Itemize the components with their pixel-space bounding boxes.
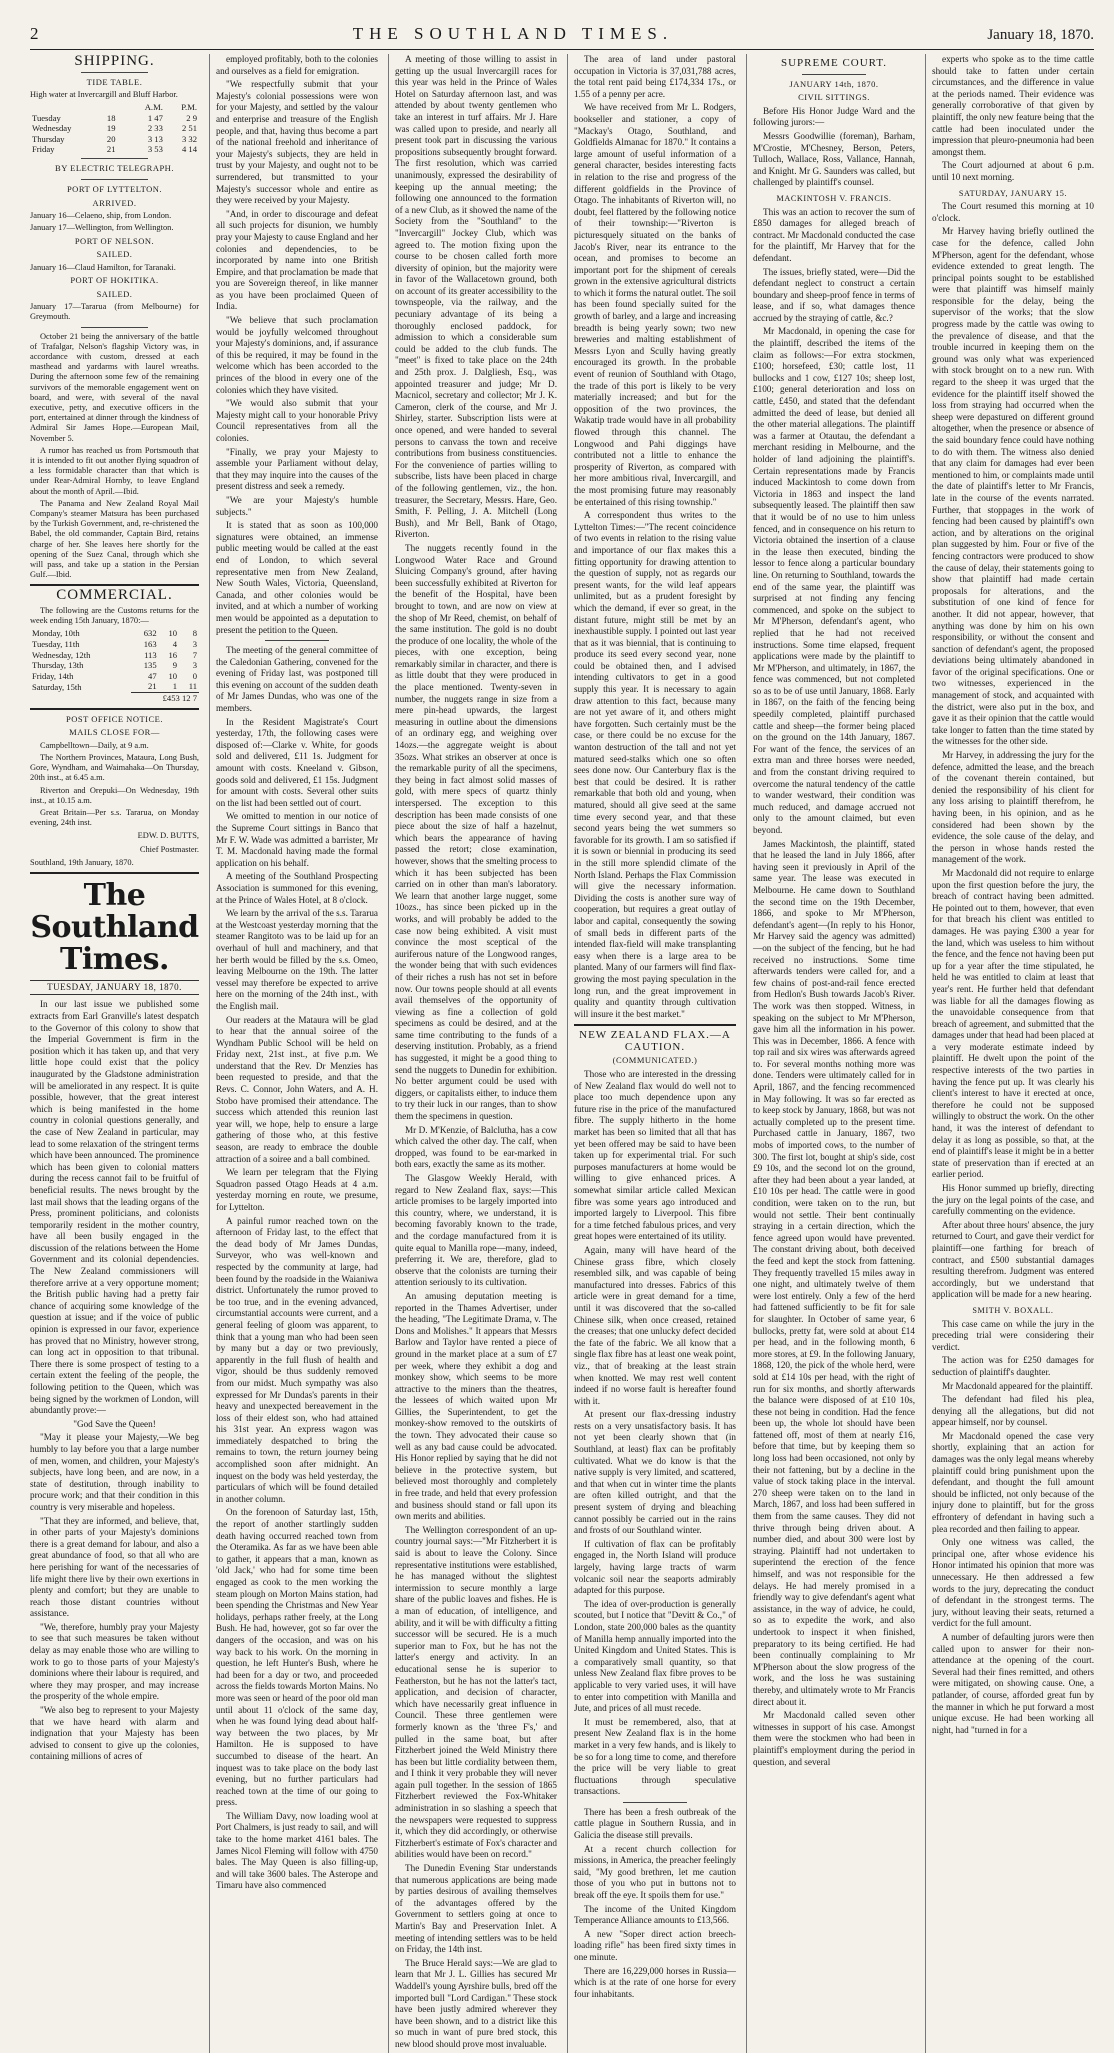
port-line: January 17—Wellington, from Wellington. (30, 223, 174, 233)
news-paragraph: The meeting of the general committee of the Caledonian Gathering, convened for the evening of Friday last, was postponed till this evening on account of the sudden death of Mr James Dundas, who was one of the members. (216, 645, 378, 714)
mail-line: Great Britain—Per s.s. Tararua, on Monday evening, 24th inst. (30, 808, 199, 828)
mail-line: Campbelltown—Daily, at 9 a.m. (40, 740, 149, 750)
news-paragraph: A meeting of those willing to assist in getting up the usual Invercargill races for this year was held in the Prince of Wales Hotel on Saturday afternoon last, and was attended by about twenty gentlemen who take an interest in turf affairs. Mr J. Hare was called upon to preside, and nearly all present took part in discussing the various propositions subsequently brought forward. The first resolution, which was carried unanimously, expressed the desirability of keeping up the annual meeting; the following one announced to the formation of a new Club, as it showed the name of the Society from the "Southland" to the "Invercargill" Jockey Club, which was agreed to. The motion fixing upon the course to be chosen called forth more diversity of opinion, but the majority were in favor of the Wallacetown ground, both on account of its greater accessibility to the townspeople, via the railway, and the pecuniary advantage of its being a thoroughly enclosed paddock, for admission to which a considerable sum could be added to the club funds. The "meet" is fixed to take place on the 24th and 25th prox. J. Dalgliesh, Esq., was appointed treasurer and judge; Mr D. Macnicol, secretary and collector; Mr J. K. Cameron, clerk of the course, and Mr J. Shirley, starter. Subscription lists were at once opened, and were handed to several persons to canvass the town and receive contributions from business constituencies. For the convenience of parties willing to subscribe, lists have been placed in charge of the following gentlemen, viz., the hon. treasurer, the Secretary, Messrs. Hare, Geo. Smith, F. Pelling, J. A. Mitchell (Long Bush), and Mr Bell, Bank of Otago, Riverton. (395, 54, 557, 540)
customs-day: Monday, 10th (32, 628, 80, 639)
petition-salutation: "God Save the Queen! (73, 1418, 156, 1429)
tide-pm-label: P.M. (181, 102, 197, 113)
tide-intro: High water at Invercargill and Bluff Harbor. (30, 90, 178, 100)
shipping-paragraph: A rumor has reached us from Portsmouth that it is intended to fit out another flying squadron of a less formidable character than that which is under Rear-Admiral Hornby, to leave England about the month of April.—Ibid. (30, 445, 199, 496)
news-paragraph: "We believe that such proclamation would be joyfully welcomed throughout your Majesty's dominions, and, if assurance of this be required, it may be found in the welcome which has been accorded to the princes of the blood in every one of the colonies which they have visited. (216, 315, 378, 395)
customs-row (30, 628, 199, 639)
column-6 (925, 54, 1094, 2053)
petition-paragraph: "May it please your Majesty,—We beg humbly to lay before you that a large number of men, women, and children, your Majesty's subjects, have long been, and are now, in a state of destitution, through inability to procure work; and that their condition in this country is very miserable and hopeless. (30, 1432, 199, 1512)
news-paragraph: The Dunedin Evening Star understands that numerous applications are being made by parties desirous of availing themselves of the advantages offered by the Government to settlers going at once to Martin's Bay and Preservation Inlet. A meeting of intending settlers was to be held on Friday, the 14th inst. (395, 1863, 557, 1955)
customs-day: Saturday, 15th (32, 681, 82, 692)
editorial-paragraph: In our last issue we published some extracts from Earl Granville's latest despatch to the Governor of this colony to show that the Imperial Government is firm in the position which it has taken up, and that very little hope could exist that the policy inaugurated by the Gladstone administration will be ameliorated in any respect. It is quite possible, however, that the great interest which is being manifested in the home country in colonial questions generally, and the case of New Zealand in particular, may lead to some relaxation of the stringent terms which have been announced. The prominence which has been given to colonial matters during the recess cannot fail to be fruitful of beneficial results. The news brought by the last mail shows that the leading organs of the Press, prominent politicians, and colonists temporarily resident in the mother country, have all been busily engaged in the discussion of the relations between the Home Government and its colonial dependencies. The New Zealand commissioners will therefore arrive at a very opportune moment; the British public having had a pretty fair chance of acquiring some knowledge of the question at issue; and if the voice of public opinion is expressed in our favor, experience has proved that no Ministry, however strong, can long act in opposition to that tribunal. There there is some prospect of testing to a certain extent the feeling of the people, the following petition to the Queen, which was being signed by the workmen of London, will abundantly prove:— (30, 999, 199, 1416)
news-paragraph: "We would also submit that your Majesty might call to your honorable Privy Council representatives from all the colonies. (216, 398, 378, 443)
paper-title: THE SOUTHLAND TIMES. (352, 24, 674, 43)
customs-total: £453 12 7 (131, 693, 199, 704)
news-paragraph: The William Davy, now loading wool at Port Chalmers, is just ready to sail, and will take to the home market 4161 bales. The James Nicol Fleming will follow with 4750 bales. The May Queen is also filling-up, and will take 3600 bales. The Asterope and Timaru have also commenced (216, 1810, 378, 1891)
customs-day: Tuesday, 11th (32, 639, 80, 650)
petition-paragraph: "We also beg to represent to your Majesty that we have heard with alarm and indignation that your Majesty has been advised to consent to give up the colonies, containing millions of acres of (30, 1705, 199, 1762)
tide-row (30, 113, 199, 123)
column-2 (209, 54, 378, 2053)
news-paragraph: Our readers at the Mataura will be glad to hear that the annual soiree of the Wyndham Public School will be held on Friday next, 21st inst., at five p.m. We understand that the Rev. Dr Menzies has been requested to preside, and that the Revs. C. Connor, John Waters, and A. H. Stobo have promised their attendance. The success which attended this reunion last year will, we hope, help to ensure a large gathering of those who, at this festive season, are ready to embrace the double attraction of a soiree and a ball combined. (216, 1014, 378, 1164)
shipping-paragraph: The Panama and New Zealand Royal Mail Company's steamer Matsura has been purchased by the Turkish Government, and, re-christened the Babel, the old commander, Captain Bird, retains charge of her. She leaves here shortly for the opening of the Suez Canal, through which she will pass, and take up a station in the Persian Gulf.—Ibid. (30, 498, 199, 580)
customs-row (30, 681, 199, 692)
court-paragraph: Before His Honor Judge Ward and the following jurors:— (753, 105, 915, 128)
customs-shillings: 1 (172, 681, 178, 692)
tide-am: 3 13 (147, 133, 163, 144)
tide-am-label: A.M. (144, 102, 163, 113)
section-rule (30, 584, 199, 586)
masthead (30, 24, 1094, 46)
news-paragraph: A painful rumor reached town on the afternoon of Friday last, to the effect that the dead body of Mr James Dundas, Surveyor, who was well-known and respected by the community at large, had been found by the roadside in the Waianiwa district. Unfortunately the rumor proved to be too true, and in the evening advanced, circumstantial accounts were current, and a general feeling of gloom was apparent, to think that a young man who had been seen by many but a day or two previously, apparently in the full flush of health and vigor, should be thus suddenly removed from our midst. Much sympathy was also expressed for Mr Dundas's parents in their heavy and unexpected bereavement in the loss of their eldest son, who had attained his 31st year. An express wagon was immediately despatched to bring the remains to town, the return journey being accomplished soon after midnight. An inquest on the body was held yesterday, the particulars of which will be found detailed in another column. (216, 1215, 378, 1504)
tide-am: 2 33 (147, 123, 163, 134)
court-paragraph: Mr Macdonald called seven other witnesses in support of his case. Amongst them were the stockmen who had been in plaintiff's employment during the period in question, and several (753, 1710, 915, 1767)
customs-pence: 7 (192, 649, 197, 660)
court-paragraph: Mr Harvey having briefly outlined the case for the defence, called John M'Pherson, agent for the defendant, whose evidence extended to great length. The principal points sought to be established were that plaintiff was himself mainly responsible for the delay, being the supervisor of the works; that the slow progress made by the cattle was owing to the prevalence of disease, and that the trouble incurred in keeping them on the ground was only what was experienced with stock brought on to a new run. With regard to the sheep it was urged that the evidence for the plaintiff itself showed the loss from straying had occurred when the sheep were depastured on different ground altogether, when the presence or absence of the said boundary fence could have nothing to do with them. The witness also denied that any claim for damages had ever been mentioned to him, or complaints made until the date of plaintiff's letter to Mr Francis, late in the course of the events narrated. Further, that stoppages in the work of fencing had been caused by plaintiff's own action, and by alterations on the original plan suggested by him. Four or five of the fencing contractors were produced to show the cause of delay, their statements going to show that plaintiff had made certain proposals for alterations, and the substitution of one kind of fence for another. It did not appear, however, that anything was done by him on his own responsibility, or without the consent and sanction of defendant's agent, the proposed deviations being ultimately abandoned in favor of the original specifications. One or two witnesses, experienced in the management of stock, and acquainted with the district, were also put in the box, and gave it as their opinion that the cattle would take longer to fatten than the time stated by the witnesses for the other side. (932, 226, 1094, 747)
tide-day: Tuesday (32, 112, 61, 123)
tide-day: Friday (32, 144, 55, 155)
tide-table (30, 102, 199, 154)
column-5 (746, 54, 915, 2053)
flax-heading: NEW ZEALAND FLAX.—A CAUTION. (579, 1029, 731, 1053)
divider (265, 640, 330, 641)
court-paragraph: Only one witness was called, the principal one, after whose evidence his Honor intimated his opinion that more was unnecessary. He then addressed a few words to the jury, deprecating the conduct of defendant in the strongest terms. The jury, without leaving their seats, returned a verdict for the full amount. (932, 1537, 1094, 1629)
post-office-heading: POST OFFICE NOTICE. (66, 713, 163, 724)
flax-paragraph: If cultivation of flax can be profitably engaged in, the North Island will produce largely, having large tracts of warm volcanic soil near the seaports admirably adapted for this purpose. (574, 1538, 736, 1596)
news-paragraph: We omitted to mention in our notice of the Supreme Court sittings in Banco that Mr F. W. Wade was admitted a barrister, Mr T. M. Macdonald having made the formal application on his behalf. (216, 811, 378, 868)
customs-pence: 11 (188, 681, 197, 692)
court-paragraph: Mr Macdonald, in opening the case for the plaintiff, described the items of the claim as follows:—For extra stockmen, £100; horsefeed, £30; cattle lost, 11 bullocks and 1 cow, £127 10s; sheep lost, £100; general deterioration and loss on cattle, £450, and stated that the defendant admitted the deed of lease, but denied all the other material allegations. The plaintiff was a farmer at Otautau, the defendant a merchant residing in Melbourne, and the holder of land adjoining the plaintiff's. Certain representations made by Francis induced Mackintosh to come down from Victoria in 1863 and inspect the land subsequently leased. The plaintiff then saw that it would be of no use to him unless fenced, and in consequence on his return to Victoria obtained the insertion of a clause in the lease then executed, binding the lessor to fence along a particular boundary line. On returning to Southland, towards the end of the same year, the plaintiff was surprised at not finding any fencing commenced, and spoke on the subject to Mr M'Pherson, defendant's agent, who replied that he had not received instructions. Some time elapsed, frequent applications were made by the plaintiff to Mr M'Pherson, and ultimately, in 1867, the fence was commenced, but not completed so as to be of use until January, 1868. Early in 1867, on the faith of the fencing being speedily completed, plaintiff purchased cattle and sheep—the former being placed on the ground on the 14th January, 1867. For want of the fence, the services of an extra man and three horses were needed, and from the constant driving required to overcome the natural tendency of the cattle to wander westward, their condition was much reduced, and damage accrued not only to the amount claimed, but even beyond. (753, 326, 915, 835)
customs-row (30, 660, 199, 671)
port-line: January 16—Claud Hamilton, for Taranaki. (30, 262, 176, 272)
customs-pence: 3 (192, 660, 197, 671)
case-title: SMITH V. BOXALL. (972, 1305, 1054, 1315)
news-paragraph: We learn per telegram that the Flying Squadron passed Otago Heads at 4 a.m. yesterday morning en route, we presume, for Lyttelton. (216, 1167, 378, 1212)
customs-day: Wednesday, 12th (32, 649, 91, 660)
customs-day: Friday, 14th (32, 670, 74, 681)
postmaster-title: Chief Postmaster. (139, 845, 199, 855)
tide-pm: 2 51 (181, 123, 197, 134)
column-4 (567, 54, 736, 2053)
tide-am: 3 53 (147, 144, 163, 155)
tide-date: 19 (106, 123, 116, 134)
customs-pence: 3 (192, 639, 197, 650)
customs-pounds: 21 (148, 681, 157, 692)
case-title: MACKINTOSH V. FRANCIS. (776, 193, 892, 203)
tide-day: Thursday (32, 133, 65, 144)
court-paragraph: Mr Macdonald appeared for the plaintiff. (942, 1380, 1093, 1391)
court-paragraph: experts who spoke as to the time cattle should take to fatten under certain circumstances, and the difference in value at the periods named. Their evidence was generally corroborative of that given by plaintiff, the only new feature being that the cattle had been inoculated under the impression that pleuro-pneumonia had been amongst them. (932, 54, 1094, 157)
masthead-date: January 18, 1870. (987, 27, 1094, 43)
nameplate: The Southland Times. (30, 877, 199, 977)
port-kind: ARRIVED. (92, 197, 137, 208)
news-paragraph: "We are your Majesty's humble subjects." (216, 494, 378, 517)
flax-paragraph: Those who are interested in the dressing of New Zealand flax would do well not to place too much dependence upon any future rise in the price of the manufactured fibre. The supply hitherto in the home market has been so limited that all that has yet been offered may be said to have been taken up for experimental trial. For such purposes manufacturers at home would be willing to give enhanced prices. A somewhat similar article called Mexican fibre was some years ago introduced and imported largely to Liverpool. This fibre for a time fetched fabulous prices, and very great hopes were entertained of its utility. (574, 1069, 736, 1242)
tide-date: 18 (106, 112, 116, 123)
tide-date: 20 (106, 133, 116, 144)
divider (81, 327, 149, 328)
shipping-heading: SHIPPING. (74, 53, 155, 69)
news-paragraph: The Wellington correspondent of an up-country journal says:—"Mr Fitzherbert it is said is about to leave the Colony. Since representative institutions were established, he has managed without the slightest intermission to secure monthly a large share of the public loaves and fishes. He is a man of education, of intelligence, and ability, and it will be with difficulty a fitting successor will be secured. He is a much superior man to Fox, but he has not the latter's energy and activity. In an educational sense he is superior to Featherston, but he has not the latter's tact, application, and decision of character, which have necessarily great influence in Council. These three gentlemen were formerly known as the 'three F's,' and pulled in the same boat, but after Fitzherbert joined the Weld Ministry there has been but little cordiality between them, and I think it very probable they will never again pull together. In the session of 1865 Fitzherbert reviewed the Fox-Whitaker administration in so slashing a speech that the newspapers were requested to suppress it, which they did accordingly, or otherwise Fitzherbert's estimate of Fox's character and abilities would have been on record." (395, 1524, 557, 1860)
news-paragraph: A new "Soper direct action breech-loading rifle" has been fired sixty times in one minute. (574, 1928, 736, 1962)
news-paragraph: On the forenoon of Saturday last, 15th, the report of another startlingly sudden death having occurred reached town from the Oteramika. As far as we have been able to gather, it appears that a man, known as 'old Jack,' who had for some time been engaged as cook to the men working the steam plough on Morton Mains station, had been spending the Christmas and New Year holidays, perhaps rather freely, at the Long Bush. He had, however, got so far over the dangers of the occasion, and was on his way back to his work. On the morning in question, he left Hunter's Bush, where he had been for a day or two, and proceeded across the fields towards Morton Mains. No more was seen or heard of the poor old man until about 11 o'clock of the same day, when he was found lying dead about half-way between the two places, by Mr Hamilton. He is supposed to have succumbed to disease of the heart. An inquest was to take place on the body last evening, but no further particulars had reached town at the time of our going to press. (216, 1507, 378, 1808)
commercial-heading: COMMERCIAL. (56, 587, 173, 604)
flax-paragraph: It must be remembered, also, that at present New Zealand flax is in the home market in a very few hands, and is likely to be so for a long time to come, and therefore the price will be very liable to great fluctuations through speculative transactions. (574, 1716, 736, 1797)
flax-sub: (COMMUNICATED.) (612, 1055, 698, 1066)
petition-paragraph: "We, therefore, humbly pray your Majesty to see that such measures be taken without delay as may enable those who are willing to work to go to those parts of your Majesty's dominions where their labour is required, and where they may prosper, and may increase the prosperity of the whole empire. (30, 1621, 199, 1702)
court-heading: SUPREME COURT. (780, 57, 888, 69)
editorial-dateline: TUESDAY, JANUARY 18, 1870. (30, 980, 199, 996)
saturday-heading: SATURDAY, JANUARY 15. (958, 188, 1068, 198)
news-paragraph: The Bruce Herald says:—We are glad to learn that Mr J. L. Gillies has secured Mr Waddell's young Ayrshire bulls, bred off the imported bull "Lord Cardigan." These stock have been justly admired wherever they have been shown, and to a district like this so much in want of pure bred stock, this new blood should prove most invaluable. (395, 1957, 557, 2049)
section-rule (574, 1024, 736, 1026)
tide-row (30, 123, 199, 133)
court-paragraph: The Court resumed this morning at 10 o'clock. (932, 201, 1094, 223)
court-paragraph: Mr Macdonald opened the case very shortly, explaining that an action for damages was the only legal means whereby plaintiff could bring punishment upon the defendant, and thought the full amount should be inflicted, not only because of the injury done to plaintiff, but for the gross effrontery of defendant in having such a plea recorded and then failing to appear. (932, 1430, 1094, 1534)
section-rule (30, 708, 199, 710)
news-paragraph: employed profitably, both to the colonies and ourselves as a field for emigration. (216, 54, 378, 76)
port-name: PORT OF NELSON. (74, 235, 155, 246)
customs-pounds: 163 (143, 639, 157, 650)
tide-heading: TIDE TABLE. (86, 76, 143, 87)
petition-paragraph: "That they are informed, and believe, that, in other parts of your Majesty's dominions there is a great demand for labour, and also a great abundance of food, so that all who are here perishing for want of the necessaries of life might there live by their own exertions in plenty and comfort; but they are unable to reach those distant countries without assistance. (30, 1515, 199, 1619)
court-paragraph: Mr Macdonald did not require to enlarge upon the first question before the jury, the breach of contract having been admitted. He pointed out to them, however, that even for that breach his client was entitled to damages. He was paying £300 a year for the land, which was useless to him without the fence, and the fence not having been put up for a year after the time stipulated, he held he was entitled to claim at least that year's rent. He further held that defendant was liable for all the damages flowing as the unavoidable consequence from that breach of agreement, and submitted that the damages under that head had been placed at a very moderate estimate indeed by plaintiff. He dwelt upon the point of the respective interests of the two parties in having the fence put up. It was clearly his client's interest to have it erected at once, therefore he could not be supposed willingly to obstruct the work. On the other hand, it was the interest of defendant to delay it as long as possible, so that, at the end of plaintiff's lease it might be in a better state of preservation than if erected at an earlier period. (932, 867, 1094, 1180)
port-kind: SAILED. (96, 249, 133, 260)
post-office-sub: MAILS CLOSE FOR— (69, 727, 160, 738)
port-line: January 17—Tararua (from Melbourne) for Greymouth. (30, 302, 199, 322)
customs-pence: 0 (192, 670, 197, 681)
court-paragraph: A number of defaulting jurors were then called upon to answer for their non-attendance at the opening of the court. Several had their fines remitted, and others were mitigated, on showing cause. One, a patlander, of course, afforded great fun by the manner in which he put forward a most unique excuse. He had been working all night, had "turned in for a (932, 1631, 1094, 1735)
news-paragraph: The Glasgow Weekly Herald, with regard to New Zealand flax, says:—This article promises to be largely imported into this country, where, we understand, it is becoming favorably known to the trade, and the cordage manufactured from it is quite equal to Manilla rope—many, indeed, preferring it. We are, therefore, glad to observe that the colonists are turning their attention seriously to its cultivation. (395, 1173, 557, 1288)
news-paragraph: At a recent church collection for missions, in America, the preacher feelingly said, "My good brethren, let me caution those of you who put in buttons not to break off the eye. It spoils them for use." (574, 1843, 737, 1901)
customs-pence: 8 (192, 628, 197, 639)
news-paragraph: There are 16,229,000 horses in Russia—which is at the rate of one horse for every four inhabitants. (574, 1965, 736, 1999)
port-line: January 16—Celaeno, ship, from London. (30, 211, 172, 221)
port-name: PORT OF LYTTELTON. (66, 184, 163, 195)
news-paragraph: An amusing deputation meeting is reported in the Thames Advertiser, under the heading, "The Legitimate Drama, v. The Dons and Molishes." It appears that Messrs Barlow and Taylor have rented a piece of ground in the market place at a sum of £7 per week, where they exhibit a dog and monkey show, which seems to be more attractive to the miners than the theatres, the lessees of which waited upon Mr Gillies, the Superintendent, to get the monkey-show removed to the outskirts of the town. They advocated their cause so well as any bad cause could be advocated. His Honor replied by saying that he did not believe in the protective system, but believed most thoroughly and completely in free trade, and held that every profession and business should stand or fall upon its own merits and abilities. (395, 1290, 557, 1522)
news-paragraph: "Finally, we pray your Majesty to assemble your Parliament without delay, that they may inquire into the causes of the present distress and seek a remedy. (216, 446, 378, 492)
divider (81, 179, 149, 180)
court-paragraph: The action was for £250 damages for seduction of plaintiff's daughter. (932, 1355, 1094, 1377)
customs-day: Thursday, 13th (32, 660, 84, 671)
divider (81, 72, 149, 73)
tide-header-row (30, 102, 199, 112)
court-paragraph: This case came on while the jury in the preceding trial were considering their verdict. (932, 1318, 1094, 1352)
court-paragraph: Mr Harvey, in addressing the jury for the defence, admitted the lease, and the breach of the covenant therein contained, but denied the responsibility of his client for any loss arising to plaintiff therefrom, he having been, in his opinion, and as he considered had been shown by the evidence, the sole cause of the delay, and the person in whose hands rested the management of the work. (932, 750, 1094, 865)
tide-row (30, 144, 199, 154)
customs-pounds: 632 (143, 628, 157, 639)
court-paragraph: The defendant had filed his plea, denying all the allegations, but did not appear himself, nor by counsel. (932, 1394, 1094, 1428)
news-paragraph: The nuggets recently found in the Longwood Water Race and Ground Sluicing Company's ground, after having been successfully exhibited at Riverton for the benefit of the Hospital, have been brought to town, and are now on view at the shop of Mr Reed, chemist, on behalf of the same institution. The gold is no doubt the produce of one locality, the whole of the pieces, with one exception, being remarkably similar in character, and there is as little doubt that they were produced in the place mentioned. Twenty-seven in number, the nuggets range in size from a mere pin-head upwards, the largest measuring in outline about the dimensions of an ordinary egg, and weighing over 14ozs.—the aggregate weight is about 35ozs. What strikes an observer at once is the remarkable purity of all the specimens, they being in fact almost solid masses of gold, with mere specs of quartz thinly interspersed. The exception to this description has been made consists of one piece about the size of half a hazelnut, which bears the appearance of having passed the retort; close examination, however, shows that the smelting process to which it has been subjected has been carried on in other than man's laboratory. We learn that another large nugget, some 10ozs., has since been picked up in the works, and will probably be added to the case now being exhibited. A visit must convince the most sceptical of the auriferous nature of the Longwood ranges, the wonder being that with such evidences of their riches a rush has not set in before now. Our towns people should at all events avail themselves of the opportunity of viewing as fine a collection of gold specimens as could be desired, and at the same time contributing to the funds of a deserving institution. Probably, as a friend has suggested, it might be a good thing to send the nuggets to Dunedin for exhibition. No better argument could be used with diggers, or capitalists either, to induce them to try their luck in our ranges, than to show them the specimens in question. (395, 542, 557, 1122)
flax-paragraph: At present our flax-dressing industry rests on a very unsatisfactory basis. It has not yet been clearly shown that (in Southland, at least) flax can be profitably cultivated. What we do know is that the native supply is very limited, and scattered, and that when cut in winter time the plants are often killed outright, and that the present system of drying and bleaching cannot possibly be carried out in the rains and frosts of our Southland winter. (574, 1409, 736, 1536)
telegraph-heading: BY ELECTRIC TELEGRAPH. (55, 163, 174, 174)
post-office-date: Southland, 19th January, 1870. (30, 857, 134, 867)
port-kind: SAILED. (96, 288, 133, 299)
customs-pounds: 47 (148, 670, 157, 681)
customs-shillings: 10 (168, 670, 178, 681)
customs-pounds: 135 (143, 660, 157, 671)
flax-paragraph: The idea of over-production is generally scouted, but I notice that "Devitt & Co.," of London, state 200,000 bales as the quantity of Manilla hemp annually imported into the United Kingdom and United States. This is a comparatively small quantity, so that unless New Zealand flax fibre proves to be applicable to very varied uses, it will have to enter into competition with Manilla and Jute, and prices of all must recede. (574, 1598, 736, 1714)
tide-pm: 3 32 (181, 133, 197, 144)
court-paragraph: James Mackintosh, the plaintiff, stated that he leased the land in July 1866, after having seen it previously in April of the same year. The lease was executed in Melbourne. He came down to Southland the second time on the 19th December, 1866, and spoke to Mr M'Pherson, defendant's agent—(In reply to his Honor, Mr Harvey said the agency was admitted)—on the subject of the fencing, but he had received no instructions. Some time afterwards tenders were called for, and a few chains of post-and-rail fence erected from Hedlon's Bush towards Jacob's River. The work was then stopped. Witness, in speaking on the subject to Mr M'Pherson, gave him all the information in his power. This was in December, 1866. A fence with top rail and six wires was afterwards agreed to. For several months nothing more was done. Tenders were ultimately called for in April, 1867, and the fencing recommenced in May following. It was so far erected as to keep stock by January, 1868, but was not actually completed up to the present time. Purchased cattle in January, 1867, two mobs of imported cows, to the number of 300. The first lot, bought at ship's side, cost £9 10s, and the second lot on the ground, after they had been about a year landed, at £10 10s per head. The cattle were in good condition, were taken on to the run, but would not settle. Their bent continually straying in a certain direction, which the fence agreed upon would have prevented. The constant driving about, both deceived the feed and kept the stock from fattening. They frequently travelled 15 miles away in one night, and ultimately twelve of them were lost entirely. Only a few of the herd had fattened sufficiently to be fit for sale for slaughter. In October of same year, 6 bullocks, pretty fat, were sold at about £14 per head, and in the following month, 6 more stores, at £9. In the following January, 1868, 120, the pick of the whole herd, were sold at £14 10s per head, with the right of run for six months, and shortly afterwards the balance were disposed of at £10 10s, these not being in condition. Had the fence been up, the whole lot should have been fattened off, most of them at nearly £16, before that time, but by keeping them so long loss had been occasioned, not only by their not fattening, but by a decline in the value of stock taking place in the interval. 270 sheep were taken on to the land in March, 1867, and loss had been suffered in them from the same causes. They did not thrive through being driven about. A number died, and about 300 were lost by straying. Plaintiff had not undertaken to superintend the erection of the fence himself, and was not responsible for the delays. He had merely promised in a friendly way to give defendant's agent what assistance, in the way of advice, he could, so as to expedite the work, and also undertook to inspect it when finished, preparatory to its being certified. He had been continually complaining to Mr M'Pherson about the slow progress of the work, and the loss he was sustaining thereby, and ultimately wrote to Mr Francis direct about it. (753, 838, 915, 1707)
port-name: PORT OF HOKITIKA. (70, 275, 159, 285)
tide-row (30, 134, 199, 144)
customs-pounds: 113 (144, 649, 157, 660)
tide-pm: 2 9 (186, 112, 197, 123)
customs-shillings: 16 (168, 649, 178, 660)
news-paragraph: There has been a fresh outbreak of the cattle plague in Southern Russia, and in Galicia the disease still prevails. (574, 1806, 736, 1841)
customs-row (30, 671, 199, 682)
news-paragraph: The income of the United Kingdom Temperance Alliance amounts to £13,566. (574, 1903, 736, 1926)
column-1 (30, 54, 199, 2053)
masthead-rule (30, 49, 1094, 50)
mail-line: The Northern Provinces, Mataura, Long Bush, Gore, Wyndham, and Waimahaka—On Thursday, 20th inst., at 6.45 a.m. (30, 753, 199, 783)
section-rule (30, 872, 199, 874)
court-paragraph: His Honor summed up briefly, directing the jury on the legal points of the case, and carefully commenting on the evidence. (932, 1183, 1094, 1217)
court-paragraph: The issues, briefly stated, were—Did the defendant neglect to construct a certain boundary and sheep-proof fence in terms of lease, and if so, what damages thence accrued by the straying of cattle, &c.? (753, 266, 915, 323)
court-paragraph: This was an action to recover the sum of £850 damages for alleged breach of contract. Mr Macdonald conducted the case for the plaintiff, Mr Harvey that for the defendant. (753, 206, 915, 263)
news-paragraph: A meeting of the Southland Prospecting Association is summoned for this evening, at the Prince of Wales Hotel, at 8 o'clock. (216, 871, 378, 905)
customs-table (30, 628, 199, 703)
news-paragraph: The area of land under pastoral occupation in Victoria is 37,031,788 acres, the total rent paid being £174,334 17s., or 1.55 of a penny per acre. (574, 54, 736, 99)
news-paragraph: In the Resident Magistrate's Court yesterday, 17th, the following cases were disposed of:—Clarke v. White, for goods sold and delivered, £11 1s. Judgment for amount with costs. Kneeland v. Gibson, goods sold and delivered, £1 15s. Judgment for amount with costs. Several other suits on the list had been settled out of court. (216, 716, 378, 808)
column-3 (388, 54, 557, 2053)
postmaster-signature: EDW. D. BUTTS, (137, 831, 199, 841)
court-paragraph: After about three hours' absence, the jury returned to Court, and gave their verdict for plaintiff—one farthing for breach of contract, and £500 substantial damages resulting therefrom. Judgment was entered accordingly, but we understand that application will be made for a new hearing. (932, 1219, 1094, 1300)
divider (81, 158, 149, 159)
news-paragraph: "And, in order to discourage and defeat all such projects for disunion, we humbly pray your Majesty to cause England and her colonies and dependencies, to be incorporated by name into one British Empire, and that proclamation be made that you are Sovereign thereof, in like manner as you have been proclaimed Queen of India. (216, 208, 379, 312)
news-paragraph: We learn by the arrival of the s.s. Tararua at the Westcoast yesterday morning that the steamer Rangitoto was to be laid up for an overhaul of hull and machinery, and that her berth would be filled by the s.s. Omeo, leaving Melbourne on the 19th. The latter vessel may therefore be expected to arrive here on the morning of the 24th inst., with the English mail. (216, 908, 378, 1011)
court-date: JANUARY 14th, 1870. (789, 78, 879, 89)
shipping-paragraph: October 21 being the anniversary of the battle of Trafalgar, Nelson's flagship Victory was, in accordance with custom, dressed at each masthead and yardarms with laurel wreaths. During the afternoon some few of the remaining survivors of the memorable engagement went on board, and were, with several of the naval executive, petty, and executive officers in the port, entertained at dinner through the kindness of Admiral Sir James Hope.—European Mail, November 5. (30, 331, 199, 443)
tide-day: Wednesday (32, 123, 72, 134)
customs-shillings: 9 (172, 660, 178, 671)
divider (802, 74, 867, 75)
tide-date: 21 (106, 144, 116, 155)
commercial-intro: The following are the Customs returns for the week ending 15th January, 1870:— (30, 606, 199, 626)
tide-pm: 4 14 (181, 144, 197, 155)
customs-shillings: 4 (172, 639, 178, 650)
flax-paragraph: Again, many will have heard of the Chinese grass fibre, which closely resembled silk, and was capable of being manufactured into dresses. Fabrics of this article were in great demand for a time, until it was discovered that the so-called Chinese silk, when once creased, retained the creases; that one unlucky defect decided the fate of the fabric. We all know that a single flax fibre has at least one weak point, viz., that of breaking at the least strain when knotted. We may rest well content indeed if no worse fault is hereafter found with it. (574, 1244, 736, 1406)
page-number: 2 (30, 24, 39, 43)
news-paragraph: "We respectfully submit that your Majesty's colonial possessions were won for your Majesty, and settled by the valour and enterprise and treasure of the English people, and that, having thus become a part of the national freehold and inheritance of your Majesty's subjects, they are held in trust by your Majesty, and ought not to be surrendered, but transmitted to your Majesty's successor whole and entire as they were received by your Majesty. (216, 79, 378, 206)
tide-am: 1 47 (147, 112, 163, 123)
columns (30, 53, 1094, 2049)
customs-shillings: 10 (168, 628, 178, 639)
news-paragraph: It is stated that as soon as 100,000 signatures were obtained, an immense public meeting would be called at the east end of London, to which several representative men from New Zealand, New South Wales, Victoria, Queensland, Canada, and other colonies would be invited, and at which a number of working men would be appointed as a deputation to present the petition to the Queen. (216, 520, 378, 635)
divider (623, 1802, 688, 1803)
customs-total-row (30, 693, 199, 704)
news-paragraph: A correspondent thus writes to the Lyttelton Times:—"The recent coincidence of two events in relation to the rising value and importance of our flax makes this a fitting opportunity for drawing attention to the question of supply, not as regards our present wants, for the wild leaf appears unlimited, but as a prudent foresight by which the demand, if ever so great, in the distant future, might still be met by an inexhaustible supply. I pointed out last year that as it was biennial, that is continuing to produce its seed every second year, none could be obtained then, and I advised intending cultivators to get in a good supply this year. It is necessary to again draw attention to this fact, because many are not yet aware of it, and others might have forgotten. Such certainly must be the case, or there could be no excuse for the wanton destruction of the tall and not yet matured seed-stalks which one so often sees done now. Our Canterbury flax is the best that could be desired. It is rather remarkable that both old and young, when matured, should all give seed at the same time every second year, and that these second years being the wet summers so favorable for its growth. I am so satisfied if it is sown or biennial in producing its seed in the still more splendid climate of the North Island. Perhaps the Flax Commission will give the necessary information. Dividing the costs is another sure way of cooperation, but requires a great outlay of labor and capital, consequently the sowing of small beds in different parts of the intended flax-field will make transplanting easy when there is a large area to be planted. Many of our farmers will find flax-growing the most paying speculation in the long run, and the great improvement in quality and quantity through cultivation will insure it the best market." (574, 510, 736, 1019)
court-paragraph: The Court adjourned at about 6 p.m. until 10 next morning. (932, 160, 1094, 182)
customs-row (30, 639, 199, 650)
mail-line: Riverton and Orepuki—On Wednesday, 19th inst., at 10.15 a.m. (30, 785, 199, 805)
news-paragraph: We have received from Mr L. Rodgers, bookseller and stationer, a copy of "Mackay's Otago, Southland, and Goldfields Almanac for 1870." It contains a large amount of useful information of a general character, besides interesting facts in relation to the rise and progress of the different goldfields in the Province of Otago. The inhabitants of Riverton will, no doubt, feel flattered by the following notice of their township:—"Riverton is picturesquely situated on the banks of Jacob's River, near its entrance to the ocean, and promises to become an important port for the shipment of cereals grown in the extensive agricultural districts to which it forms the natural outlet. The soil has been found specially suited for the growth of barley, and a large and increasing breadth is being yearly sown; two new breweries and malting establishment of Messrs Lyon and Scully having greatly encouraged its growth. In the probable event of reunion of Southland with Otago, the trade of this port is likely to be very materially increased; and but for the opposition of the two provinces, the Wakatip trade would have in all probability flowed through this channel. The Longwood and Pahi diggings have contributed not a little to enhance the prosperity of Riverton, as compared with her more ambitious rival, Invercargill, and the most promising future may reasonably be entertained of this rising township." (574, 102, 736, 507)
customs-row (30, 650, 199, 661)
court-sitting: CIVIL SITTINGS. (798, 92, 870, 103)
news-paragraph: Mr D. M'Kenzie, of Balclutha, has a cow which calved the other day. The calf, when dropped, was found to be ear-marked in both ears, exactly the same as its mother. (395, 1124, 557, 1170)
court-paragraph: Messrs Goodwillie (foreman), Barham, M'Crostie, M'Chesney, Berson, Peters, Tulloch, Wallace, Ross, Vallance, Hannah, and Knight. Mr G. Saunders was called, but challenged by plaintiff's counsel. (753, 130, 915, 188)
